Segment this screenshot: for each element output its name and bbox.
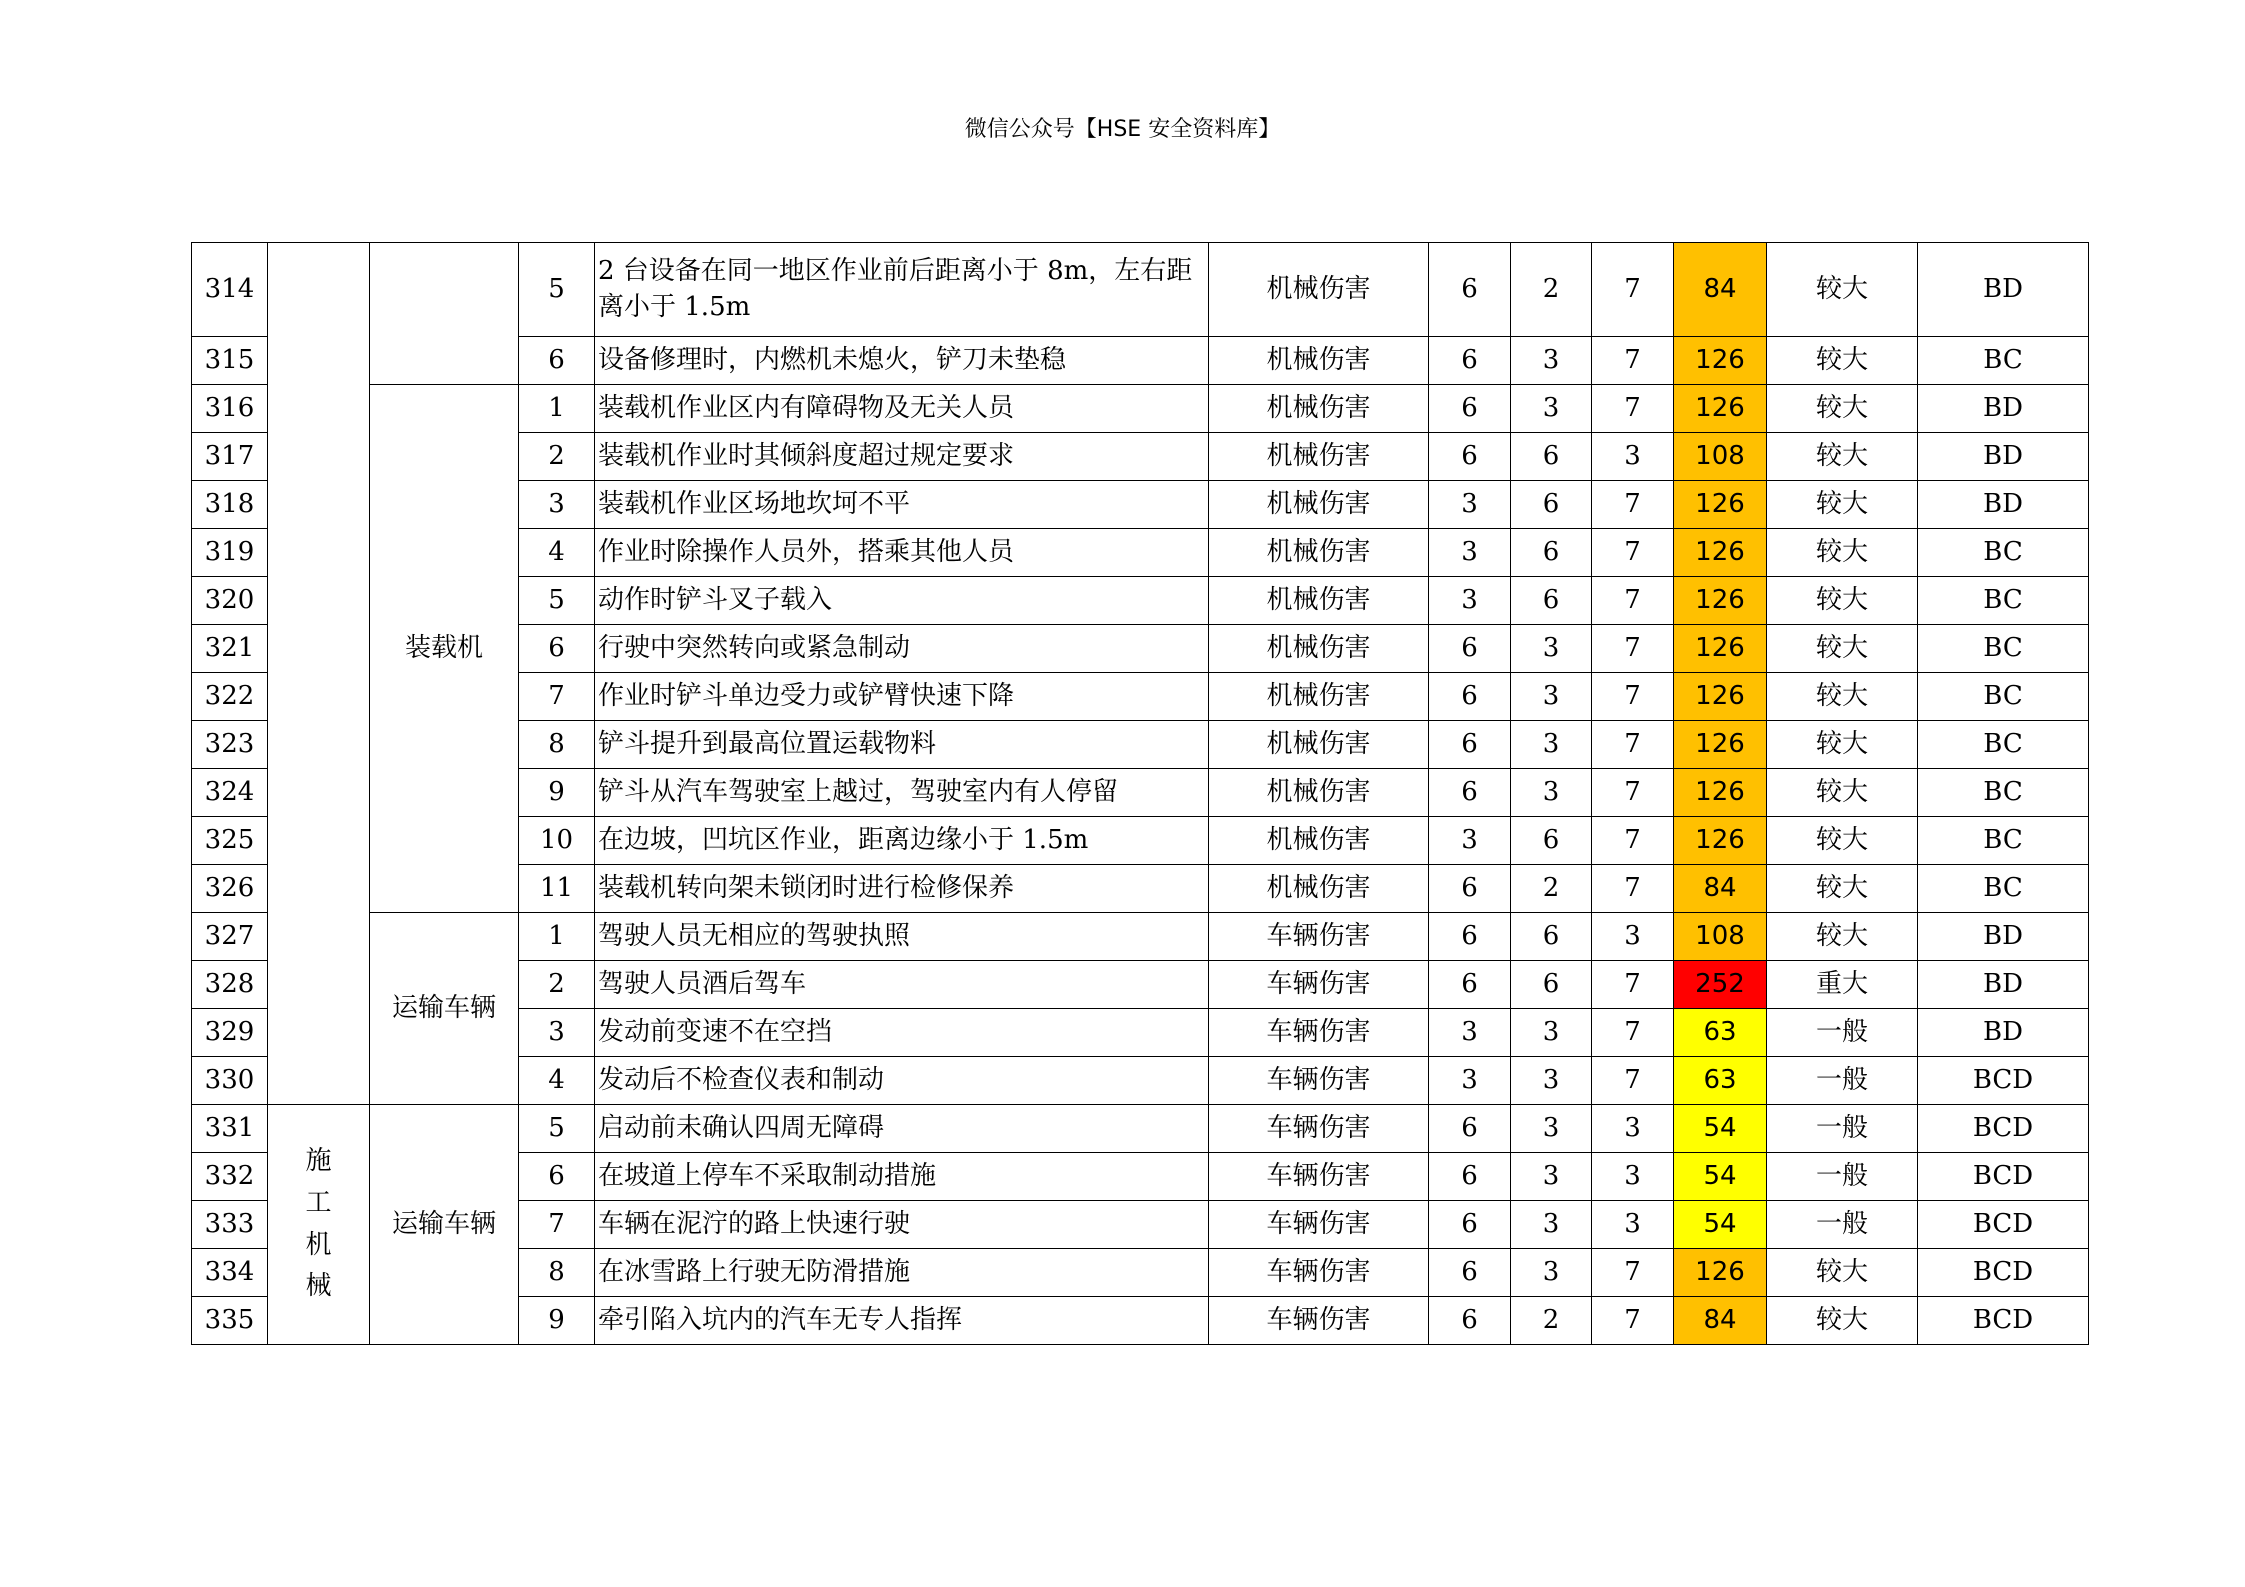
consequence-value: 3	[1592, 433, 1674, 481]
risk-level: 一般	[1767, 1057, 1918, 1105]
consequence-value: 7	[1592, 1057, 1674, 1105]
injury-type: 车辆伤害	[1209, 913, 1429, 961]
control-measures: BC	[1918, 721, 2089, 769]
row-number: 319	[192, 529, 268, 577]
hazard-description: 作业时除操作人员外，搭乘其他人员	[595, 529, 1209, 577]
control-measures: BC	[1918, 817, 2089, 865]
sequence-number: 2	[519, 433, 595, 481]
consequence-value: 7	[1592, 1009, 1674, 1057]
control-measures: BD	[1918, 433, 2089, 481]
control-measures: BD	[1918, 1009, 2089, 1057]
consequence-value: 7	[1592, 529, 1674, 577]
row-number: 329	[192, 1009, 268, 1057]
exposure-value: 3	[1511, 1105, 1592, 1153]
injury-type: 机械伤害	[1209, 337, 1429, 385]
control-measures: BCD	[1918, 1153, 2089, 1201]
consequence-value: 3	[1592, 1201, 1674, 1249]
risk-score: 108	[1674, 433, 1767, 481]
control-measures: BCD	[1918, 1057, 2089, 1105]
injury-type: 机械伤害	[1209, 433, 1429, 481]
sequence-number: 5	[519, 243, 595, 337]
sequence-number: 11	[519, 865, 595, 913]
hazard-description: 启动前未确认四周无障碍	[595, 1105, 1209, 1153]
hazard-description: 在坡道上停车不采取制动措施	[595, 1153, 1209, 1201]
exposure-value: 3	[1511, 673, 1592, 721]
consequence-value: 7	[1592, 1249, 1674, 1297]
consequence-value: 3	[1592, 1105, 1674, 1153]
risk-level: 较大	[1767, 913, 1918, 961]
likelihood-value: 3	[1429, 577, 1511, 625]
exposure-value: 3	[1511, 625, 1592, 673]
category-char: 工	[305, 1187, 332, 1218]
category-char: 机	[305, 1229, 332, 1260]
injury-type: 车辆伤害	[1209, 1297, 1429, 1345]
control-measures: BD	[1918, 385, 2089, 433]
row-number: 327	[192, 913, 268, 961]
control-measures: BC	[1918, 577, 2089, 625]
hazard-description: 设备修理时，内燃机未熄火，铲刀未垫稳	[595, 337, 1209, 385]
likelihood-value: 6	[1429, 433, 1511, 481]
sequence-number: 9	[519, 1297, 595, 1345]
sequence-number: 3	[519, 1009, 595, 1057]
risk-level: 较大	[1767, 1249, 1918, 1297]
sequence-number: 9	[519, 769, 595, 817]
likelihood-value: 6	[1429, 913, 1511, 961]
risk-level: 一般	[1767, 1009, 1918, 1057]
risk-level: 一般	[1767, 1153, 1918, 1201]
sequence-number: 6	[519, 1153, 595, 1201]
sequence-number: 10	[519, 817, 595, 865]
hazard-description: 作业时铲斗单边受力或铲臂快速下降	[595, 673, 1209, 721]
consequence-value: 7	[1592, 1297, 1674, 1345]
page-header: 微信公众号【HSE 安全资料库】	[964, 117, 1281, 142]
likelihood-value: 6	[1429, 769, 1511, 817]
row-number: 315	[192, 337, 268, 385]
risk-score: 63	[1674, 1009, 1767, 1057]
control-measures: BCD	[1918, 1201, 2089, 1249]
exposure-value: 3	[1511, 769, 1592, 817]
sequence-number: 4	[519, 1057, 595, 1105]
risk-score: 54	[1674, 1153, 1767, 1201]
injury-type: 车辆伤害	[1209, 1201, 1429, 1249]
sequence-number: 4	[519, 529, 595, 577]
control-measures: BCD	[1918, 1105, 2089, 1153]
risk-score: 54	[1674, 1201, 1767, 1249]
risk-level: 较大	[1767, 385, 1918, 433]
row-number: 322	[192, 673, 268, 721]
exposure-value: 3	[1511, 1057, 1592, 1105]
risk-score: 252	[1674, 961, 1767, 1009]
risk-level: 较大	[1767, 673, 1918, 721]
equipment-cell: 装载机	[370, 385, 519, 913]
hazard-description: 发动后不检查仪表和制动	[595, 1057, 1209, 1105]
row-number: 321	[192, 625, 268, 673]
risk-score: 126	[1674, 769, 1767, 817]
exposure-value: 6	[1511, 481, 1592, 529]
equipment-cell-empty	[370, 243, 519, 385]
likelihood-value: 6	[1429, 961, 1511, 1009]
likelihood-value: 6	[1429, 337, 1511, 385]
table-row	[192, 1105, 2089, 1153]
likelihood-value: 6	[1429, 721, 1511, 769]
risk-score: 84	[1674, 1297, 1767, 1345]
risk-score: 126	[1674, 1249, 1767, 1297]
injury-type: 机械伤害	[1209, 673, 1429, 721]
control-measures: BCD	[1918, 1249, 2089, 1297]
hazard-description: 车辆在泥泞的路上快速行驶	[595, 1201, 1209, 1249]
exposure-value: 6	[1511, 433, 1592, 481]
likelihood-value: 6	[1429, 673, 1511, 721]
likelihood-value: 3	[1429, 529, 1511, 577]
injury-type: 车辆伤害	[1209, 961, 1429, 1009]
risk-score: 126	[1674, 721, 1767, 769]
risk-score: 126	[1674, 673, 1767, 721]
exposure-value: 6	[1511, 529, 1592, 577]
control-measures: BD	[1918, 913, 2089, 961]
risk-score: 84	[1674, 865, 1767, 913]
exposure-value: 2	[1511, 243, 1592, 337]
risk-level: 重大	[1767, 961, 1918, 1009]
exposure-value: 2	[1511, 865, 1592, 913]
hazard-description: 装载机作业区内有障碍物及无关人员	[595, 385, 1209, 433]
risk-level: 较大	[1767, 337, 1918, 385]
risk-score: 63	[1674, 1057, 1767, 1105]
hazard-description: 驾驶人员酒后驾车	[595, 961, 1209, 1009]
consequence-value: 7	[1592, 481, 1674, 529]
sequence-number: 6	[519, 625, 595, 673]
consequence-value: 7	[1592, 673, 1674, 721]
risk-score: 126	[1674, 337, 1767, 385]
sequence-number: 6	[519, 337, 595, 385]
hazard-description: 驾驶人员无相应的驾驶执照	[595, 913, 1209, 961]
exposure-value: 3	[1511, 1201, 1592, 1249]
likelihood-value: 6	[1429, 865, 1511, 913]
exposure-value: 3	[1511, 385, 1592, 433]
injury-type: 车辆伤害	[1209, 1057, 1429, 1105]
risk-level: 较大	[1767, 481, 1918, 529]
hazard-description: 在冰雪路上行驶无防滑措施	[595, 1249, 1209, 1297]
category-cell-empty	[268, 243, 370, 1105]
control-measures: BC	[1918, 673, 2089, 721]
exposure-value: 3	[1511, 337, 1592, 385]
exposure-value: 6	[1511, 913, 1592, 961]
row-number: 334	[192, 1249, 268, 1297]
risk-level: 较大	[1767, 1297, 1918, 1345]
injury-type: 车辆伤害	[1209, 1009, 1429, 1057]
equipment-cell: 运输车辆	[370, 1105, 519, 1345]
row-number: 316	[192, 385, 268, 433]
consequence-value: 7	[1592, 337, 1674, 385]
sequence-number: 1	[519, 913, 595, 961]
risk-score: 126	[1674, 481, 1767, 529]
row-number: 331	[192, 1105, 268, 1153]
injury-type: 车辆伤害	[1209, 1105, 1429, 1153]
injury-type: 机械伤害	[1209, 481, 1429, 529]
risk-assessment-table	[191, 242, 2089, 1345]
consequence-value: 7	[1592, 817, 1674, 865]
exposure-value: 3	[1511, 1009, 1592, 1057]
hazard-description: 铲斗提升到最高位置运载物料	[595, 721, 1209, 769]
exposure-value: 6	[1511, 817, 1592, 865]
sequence-number: 3	[519, 481, 595, 529]
sequence-number: 7	[519, 1201, 595, 1249]
likelihood-value: 6	[1429, 1249, 1511, 1297]
row-number: 325	[192, 817, 268, 865]
row-number: 318	[192, 481, 268, 529]
row-number: 314	[192, 243, 268, 337]
likelihood-value: 6	[1429, 385, 1511, 433]
risk-level: 较大	[1767, 817, 1918, 865]
likelihood-value: 6	[1429, 1153, 1511, 1201]
category-char: 械	[305, 1271, 332, 1302]
sequence-number: 8	[519, 1249, 595, 1297]
injury-type: 车辆伤害	[1209, 1249, 1429, 1297]
likelihood-value: 3	[1429, 1057, 1511, 1105]
hazard-description: 装载机转向架未锁闭时进行检修保养	[595, 865, 1209, 913]
row-number: 330	[192, 1057, 268, 1105]
control-measures: BCD	[1918, 1297, 2089, 1345]
risk-level: 较大	[1767, 865, 1918, 913]
exposure-value: 3	[1511, 1249, 1592, 1297]
likelihood-value: 6	[1429, 625, 1511, 673]
category-char: 施	[305, 1146, 332, 1177]
likelihood-value: 3	[1429, 817, 1511, 865]
sequence-number: 8	[519, 721, 595, 769]
risk-score: 54	[1674, 1105, 1767, 1153]
table-row	[192, 913, 2089, 961]
consequence-value: 7	[1592, 961, 1674, 1009]
risk-level: 较大	[1767, 577, 1918, 625]
sequence-number: 5	[519, 577, 595, 625]
row-number: 335	[192, 1297, 268, 1345]
exposure-value: 3	[1511, 721, 1592, 769]
category-cell	[268, 1105, 370, 1345]
control-measures: BD	[1918, 481, 2089, 529]
hazard-description: 装载机作业时其倾斜度超过规定要求	[595, 433, 1209, 481]
injury-type: 机械伤害	[1209, 385, 1429, 433]
table-row	[192, 385, 2089, 433]
row-number: 324	[192, 769, 268, 817]
likelihood-value: 6	[1429, 1105, 1511, 1153]
injury-type: 车辆伤害	[1209, 1153, 1429, 1201]
consequence-value: 7	[1592, 243, 1674, 337]
row-number: 317	[192, 433, 268, 481]
row-number: 328	[192, 961, 268, 1009]
likelihood-value: 3	[1429, 1009, 1511, 1057]
risk-score: 84	[1674, 243, 1767, 337]
exposure-value: 6	[1511, 577, 1592, 625]
hazard-description: 发动前变速不在空挡	[595, 1009, 1209, 1057]
hazard-description: 牵引陷入坑内的汽车无专人指挥	[595, 1297, 1209, 1345]
injury-type: 机械伤害	[1209, 625, 1429, 673]
risk-level: 较大	[1767, 769, 1918, 817]
row-number: 320	[192, 577, 268, 625]
control-measures: BC	[1918, 529, 2089, 577]
injury-type: 机械伤害	[1209, 529, 1429, 577]
consequence-value: 7	[1592, 721, 1674, 769]
risk-score: 126	[1674, 817, 1767, 865]
hazard-description: 在边坡，凹坑区作业，距离边缘小于 1.5m	[595, 817, 1209, 865]
injury-type: 机械伤害	[1209, 817, 1429, 865]
likelihood-value: 3	[1429, 481, 1511, 529]
control-measures: BC	[1918, 865, 2089, 913]
risk-score: 108	[1674, 913, 1767, 961]
injury-type: 机械伤害	[1209, 577, 1429, 625]
injury-type: 机械伤害	[1209, 865, 1429, 913]
row-number: 323	[192, 721, 268, 769]
likelihood-value: 6	[1429, 1297, 1511, 1345]
consequence-value: 3	[1592, 1153, 1674, 1201]
control-measures: BD	[1918, 243, 2089, 337]
risk-level: 一般	[1767, 1105, 1918, 1153]
row-number: 332	[192, 1153, 268, 1201]
consequence-value: 7	[1592, 577, 1674, 625]
risk-level: 较大	[1767, 433, 1918, 481]
risk-level: 较大	[1767, 243, 1918, 337]
injury-type: 机械伤害	[1209, 769, 1429, 817]
row-number: 326	[192, 865, 268, 913]
hazard-description: 2 台设备在同一地区作业前后距离小于 8m，左右距离小于 1.5m	[595, 243, 1209, 337]
likelihood-value: 6	[1429, 243, 1511, 337]
sequence-number: 5	[519, 1105, 595, 1153]
risk-score: 126	[1674, 577, 1767, 625]
sequence-number: 7	[519, 673, 595, 721]
sequence-number: 1	[519, 385, 595, 433]
consequence-value: 7	[1592, 625, 1674, 673]
control-measures: BD	[1918, 961, 2089, 1009]
injury-type: 机械伤害	[1209, 721, 1429, 769]
risk-level: 较大	[1767, 625, 1918, 673]
risk-level: 较大	[1767, 721, 1918, 769]
equipment-cell: 运输车辆	[370, 913, 519, 1105]
risk-score: 126	[1674, 625, 1767, 673]
exposure-value: 2	[1511, 1297, 1592, 1345]
hazard-description: 动作时铲斗叉子载入	[595, 577, 1209, 625]
consequence-value: 7	[1592, 769, 1674, 817]
risk-level: 较大	[1767, 529, 1918, 577]
exposure-value: 3	[1511, 1153, 1592, 1201]
risk-score: 126	[1674, 385, 1767, 433]
risk-level: 一般	[1767, 1201, 1918, 1249]
risk-score: 126	[1674, 529, 1767, 577]
table-row	[192, 243, 2089, 337]
control-measures: BC	[1918, 337, 2089, 385]
row-number: 333	[192, 1201, 268, 1249]
hazard-description: 行驶中突然转向或紧急制动	[595, 625, 1209, 673]
likelihood-value: 6	[1429, 1201, 1511, 1249]
consequence-value: 3	[1592, 913, 1674, 961]
control-measures: BC	[1918, 769, 2089, 817]
consequence-value: 7	[1592, 385, 1674, 433]
sequence-number: 2	[519, 961, 595, 1009]
hazard-description: 装载机作业区场地坎坷不平	[595, 481, 1209, 529]
injury-type: 机械伤害	[1209, 243, 1429, 337]
exposure-value: 6	[1511, 961, 1592, 1009]
control-measures: BC	[1918, 625, 2089, 673]
hazard-description: 铲斗从汽车驾驶室上越过，驾驶室内有人停留	[595, 769, 1209, 817]
consequence-value: 7	[1592, 865, 1674, 913]
